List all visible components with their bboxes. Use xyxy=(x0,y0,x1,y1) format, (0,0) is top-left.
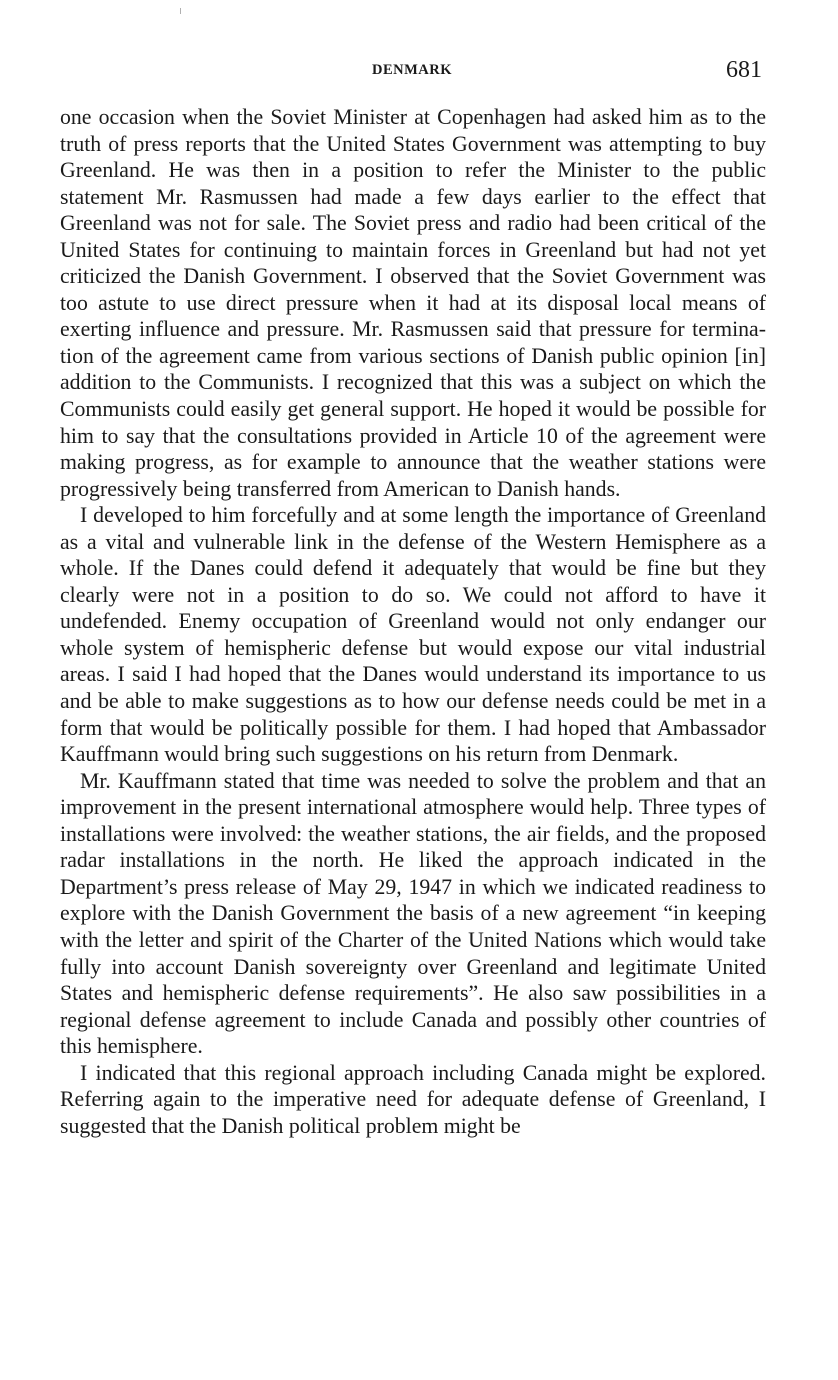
paragraph: I developed to him forcefully and at some length the importance of Greenland as a vital and vulnerable link in the defense of the Western Hemisphere as a whole. If the Danes could defend it adequately that would be fine but they clearly were not in a position to do so. We could not afford to have it undefended. Enemy occupation of Greenland would not only endanger our whole system of hemispheric defense but would expose our vital industrial areas. I said I had hoped that the Danes would understand its importance to us and be able to make suggestions as to how our defense needs could be met in a form that would be politically possible for them. I had hoped that Ambassador Kauffmann would bring such suggestions on his return from Denmark. xyxy=(60,503,766,767)
paragraph: I indicated that this regional approach including Canada might be explored. Referring again to the imperative need for adequate defense of Greenland, I suggested that the Danish political problem might be xyxy=(60,1060,766,1138)
paragraph: Mr. Kauffmann stated that time was needed to solve the problem and that an improvement in the present international atmosphere would help. Three types of installations were involved: the weather stations, the air fields, and the proposed radar installations in the north. He liked the approach indicated in the Department’s press release of May 29, 1947 in which we indicated readiness to explore with the Danish Government the basis of a new agreement “in keeping with the letter and spirit of the Charter of the United Nations which would take fully into account Danish sovereignty over Greenland and legitimate United States and hemispheric defense requirements”. He also saw possibilities in a regional defense agreement to include Canada and possibly other countries of this hemisphere. xyxy=(60,768,766,1059)
page-header xyxy=(60,56,764,86)
running-title: DENMARK xyxy=(371,62,453,78)
body-text xyxy=(60,104,766,1139)
scan-speck xyxy=(180,8,181,14)
paragraph-continued: one occasion when the Soviet Minister at Copenhagen had asked him as to the truth of press reports that the United States Government was attempting to buy Greenland. He was then in a position to refer the Minister to the public statement Mr. Rasmussen had made a few days earlier to the effect that Greenland was not for sale. The Soviet press and radio had been critical of the United States for continuing to maintain forces in Greenland but had not yet criticized the Danish Government. I observed that the Soviet Government was too astute to use direct pressure when it had at its disposal local means of exerting influence and pressure. Mr. Rasmussen said that pressure for termination of the agreement came from various sections of Danish public opinion [in] addition to the Communists. I recognized that this was a subject on which the Communists could easily get general support. He hoped it would be possible for him to say that the consultations provided in Article 10 of the agreement were making progress, as for example to announce that the weather stations were progressively being transferred from American to Danish hands. xyxy=(60,105,766,501)
page-number: 681 xyxy=(726,57,762,83)
